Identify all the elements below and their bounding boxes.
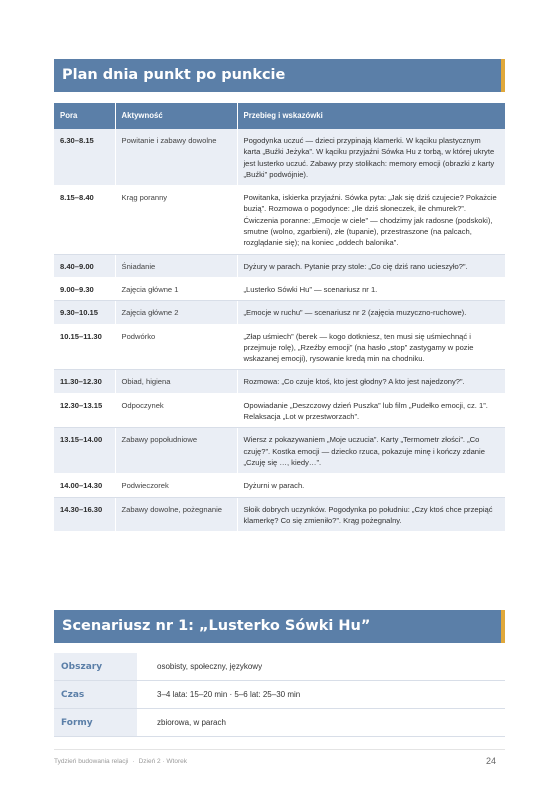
row-description: „Emocje w ruchu” — scenariusz nr 2 (zajęcia muzyczno-ruchowe). [237,301,505,324]
footer-week-title: Tydzień budowania relacji [54,758,129,765]
row-description: Wiersz z pokazywaniem „Moje uczucia”. Karty „Termometr złości”. „Co czuję?”. Kostka emocji — dziecko rzuca, pokazuje minę i kończy zdanie „Czuję się …, kiedy…”. [237,428,505,474]
row-activity: Obiad, higiena [115,370,237,393]
meta-value: zbiorowa, w parach [137,709,505,737]
table-header-row [54,103,505,129]
row-description: Rozmowa: „Co czuje ktoś, kto jest głodny? A kto jest najedzony?”. [237,370,505,393]
section-title-scenario: Scenariusz nr 1: „Lusterko Sówki Hu” [62,618,371,634]
row-description: Pogodynka uczuć — dzieci przypinają klamerki. W kąciku plastycznym karta „Buźki Jeżyka”. W kąciku przyjaźni Sówka Hu z torbą, w której ukryte jest lusterko uczuć. Zabawy przy stolikach: memory emocji (obrazki z karty „Buźki” podwójnie). [237,129,505,186]
row-description: Dyżury w parach. Pytanie przy stole: „Co cię dziś rano ucieszyło?”. [237,254,505,277]
row-time: 6.30–8.15 [54,129,115,186]
meta-row [54,709,505,737]
row-activity: Zabawy dowolne, pożegnanie [115,497,237,532]
row-activity: Odpoczynek [115,393,237,428]
table-row [54,186,505,254]
table-row [54,497,505,532]
row-description: Opowiadanie „Deszczowy dzień Puszka” lub film „Pudełko emocji, cz. 1”. Relaksacja „Lot w przestworzach”. [237,393,505,428]
meta-label: Formy [54,709,137,737]
table-row [54,254,505,277]
footer-day-label: Dzień 2 · Wtorek [138,758,188,765]
row-time: 8.15–8.40 [54,186,115,254]
row-activity: Podwórko [115,324,237,370]
header-description: Przebieg i wskazówki [237,103,505,129]
table-row [54,428,505,474]
row-time: 9.00–9.30 [54,277,115,300]
row-description: „Lusterko Sówki Hu” — scenariusz nr 1. [237,277,505,300]
footer-divider [54,749,505,750]
meta-row [54,653,505,681]
table-row [54,393,505,428]
row-activity: Zajęcia główne 1 [115,277,237,300]
table-row [54,324,505,370]
row-time: 10.15–11.30 [54,324,115,370]
row-activity: Śniadanie [115,254,237,277]
day-plan-table [54,103,505,532]
row-time: 13.15–14.00 [54,428,115,474]
section-banner-scenario [54,610,505,643]
row-description: Słoik dobrych uczynków. Pogodynka po południu: „Czy ktoś chce przepiąć klamerkę? Co się zmieniło?”. Krąg pożegnalny. [237,497,505,532]
row-description: Dyżurni w parach. [237,474,505,497]
page-number: 24 [486,756,497,766]
row-activity: Powitanie i zabawy dowolne [115,129,237,186]
section-title-plan: Plan dnia punkt po punkcie [62,67,286,83]
row-description: Powitanka, iskierka przyjaźni. Sówka pyta: „Jak się dziś czujecie? Pokażcie buzią”. Rozmowa o pogodynce: „Ile dziś słoneczek, ile chmurek?”. Ćwiczenia poranne: „Emocje w ciele” — chodzimy jak radosne (podskoki), smutne (wolno, zgarbieni), złe (tupanie), przestraszone (na palcach, rozglądanie się); na koniec „oddech balonika”. [237,186,505,254]
meta-value: osobisty, społeczny, językowy [137,653,505,681]
row-time: 8.40–9.00 [54,254,115,277]
scenario-meta-table [54,653,505,737]
row-time: 11.30–12.30 [54,370,115,393]
header-time: Pora [54,103,115,129]
row-time: 14.30–16.30 [54,497,115,532]
meta-label: Obszary [54,653,137,681]
table-row [54,474,505,497]
row-time: 12.30–13.15 [54,393,115,428]
row-time: 14.00–14.30 [54,474,115,497]
row-activity: Zajęcia główne 2 [115,301,237,324]
footer-running-head: Tydzień budowania relacji · Dzień 2 · Wtorek [54,758,188,765]
row-description: „Złap uśmiech” (berek — kogo dotkniesz, ten musi się uśmiechnąć i przejmuje rolę), „Rzeźby emocji” (na hasło „stop” zastygamy w pozie wskazanej emocji), rysowanie kredą min na chodniku. [237,324,505,370]
table-row [54,370,505,393]
banner-accent-stripe [501,59,505,92]
meta-label: Czas [54,681,137,709]
table-row [54,277,505,300]
meta-value: 3–4 lata: 15–20 min · 5–6 lat: 25–30 min [137,681,505,709]
table-row [54,301,505,324]
table-row [54,129,505,186]
header-activity: Aktywność [115,103,237,129]
section-banner-plan [54,59,505,92]
row-activity: Podwieczorek [115,474,237,497]
row-activity: Zabawy popołudniowe [115,428,237,474]
row-time: 9.30–10.15 [54,301,115,324]
banner-accent-stripe [501,610,505,643]
row-activity: Krąg poranny [115,186,237,254]
meta-row [54,681,505,709]
